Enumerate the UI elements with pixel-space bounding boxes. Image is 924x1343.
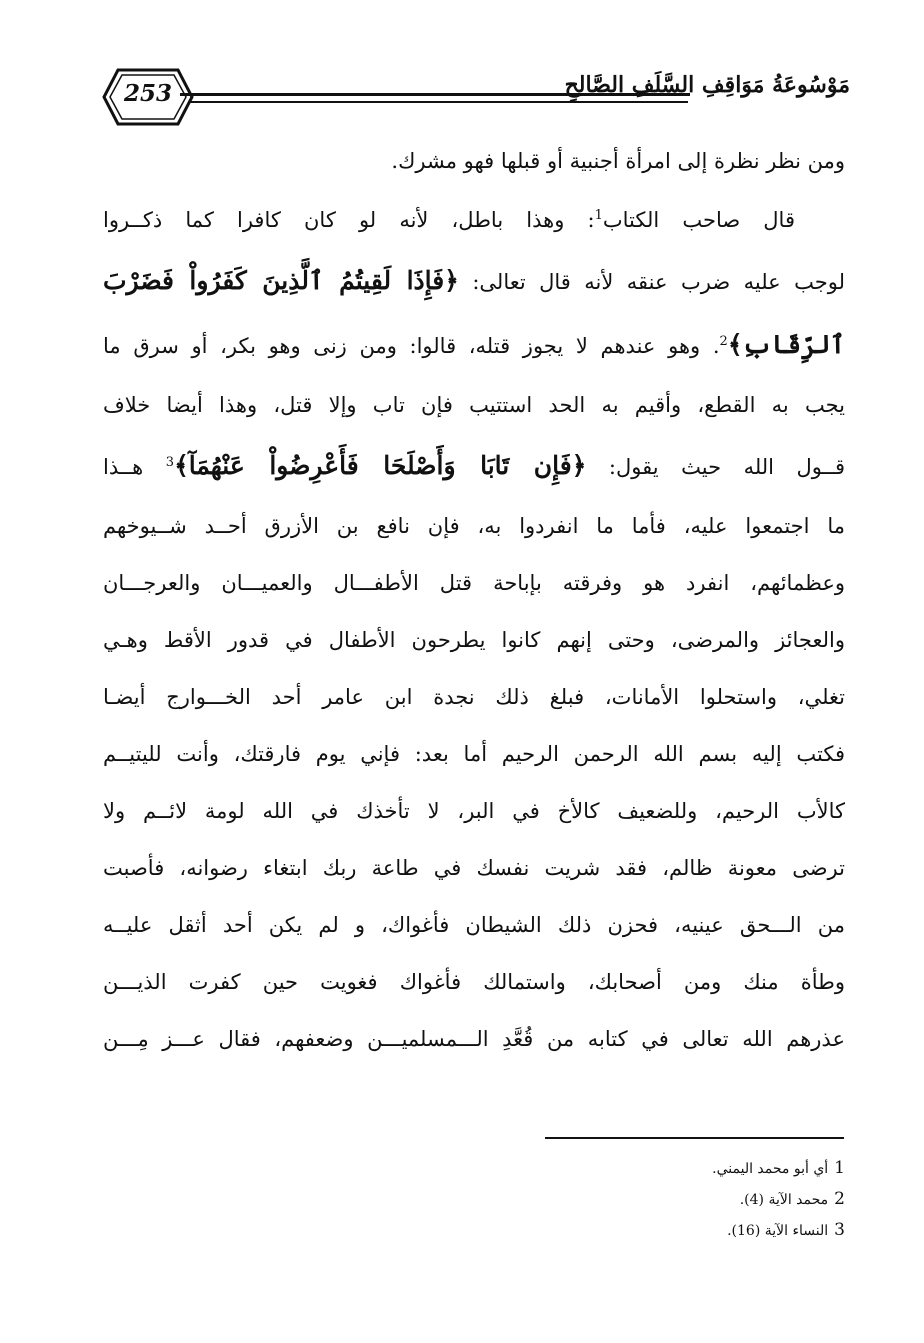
footnote-number: 2 [834, 1189, 845, 1209]
text-line: يجب به القطع، وأقيم به الحد استتيب فإن تاب وإلا قتل، وهذا أيضا خلاف [103, 393, 845, 417]
footnote-ref: 1 [594, 208, 603, 223]
text-line: من الـــحق عينيه، فحزن ذلك الشيطان فأغواك، و لم يكن أحد أثقل عليــه [103, 913, 845, 937]
footnote-text: محمد الآية (4). [739, 1192, 829, 1208]
footnote [345, 1156, 845, 1187]
text-line: وعظمائهم، انفرد هو وفرقته بإباحة قتل الأطفـــال والعميـــان والعرجـــان [103, 571, 845, 595]
text-line: عذرهم الله تعالى في كتابه من قُعَّدِ الـــمسلميـــن وضعفهم، فقال عـــز مِـــن [103, 1027, 845, 1051]
text-line: فكتب إليه بسم الله الرحمن الرحيم أما بعد: فإني يوم فارقتك، وأنت لليتيــم [103, 742, 845, 766]
quran-verse: ﴿فَإِذَا لَقِيتُمُ ٱلَّذِينَ كَفَرُواْ فَضَرْبَ [103, 266, 459, 295]
quran-verse: ٱلرِّقَابِ﴾ [727, 330, 845, 359]
footnotes [345, 1156, 845, 1249]
footnote-number: 3 [834, 1220, 845, 1240]
main-text [103, 130, 845, 1068]
text-line: ٱلرِّقَابِ﴾$^2$. وهو عندهم لا يجوز قتله، قالوا: ومن زنى وهو بكر، أو سرق ما [103, 330, 845, 359]
text-line: قــول الله حيث يقول: ﴿فَإِن تَابَا وَأَصْلَحَا فَأَعْرِضُواْ عَنْهُمَآ﴾$^3$ هــذا [103, 451, 846, 480]
text-line: كالأب الرحيم، وللضعيف كالأخ في البر، لا تأخذك في الله لومة لائــم ولا [103, 799, 845, 823]
footnote-ref: 2 [719, 334, 728, 349]
page-number: 253 [123, 80, 172, 107]
book-title: مَوْسُوعَةُ مَوَاقِفِ السَّلَفِ الصَّالِحِ [564, 72, 850, 98]
text-line: تغلي، واستحلوا الأمانات، فبلغ ذلك نجدة ابن عامر أحد الخـــوارج أيضـا [103, 685, 845, 709]
text-line: وطأة منك ومن أصحابك، واستمالك فأغواك فغويت حين كفرت الذيـــن [103, 970, 845, 994]
footnote [345, 1218, 845, 1249]
page-header [100, 66, 850, 128]
quran-verse: ﴿فَإِن تَابَا وَأَصْلَحَا فَأَعْرِضُواْ عَنْهُمَآ﴾ [174, 451, 587, 480]
footnote [345, 1187, 845, 1218]
footnote-text: أي أبو محمد اليمني. [712, 1161, 829, 1177]
header-rule-thin [188, 101, 688, 103]
text-line: ما اجتمعوا عليه، فأما ما انفردوا به، فإن نافع بن الأزرق أحــد شــيوخهم [103, 514, 845, 538]
footnote-number: 1 [834, 1158, 845, 1178]
text-line: لوجب عليه ضرب عنقه لأنه قال تعالى: ﴿فَإِذَا لَقِيتُمُ ٱلَّذِينَ كَفَرُواْ فَضَرْبَ [103, 266, 846, 295]
footnote-ref: 3 [165, 455, 175, 470]
text-line: قال صاحب الكتاب$^1$: وهذا باطل، لأنه لو كان كافرا كما ذكــروا [103, 208, 795, 232]
page-number-badge [100, 66, 196, 128]
footnote-text: النساء الآية (16). [727, 1223, 829, 1239]
footnote-separator [545, 1137, 844, 1139]
text-line: ومن نظر نظرة إلى امرأة أجنبية أو قبلها فهو مشرك. [391, 149, 845, 173]
text-line: والعجائز والمرضى، وحتى إنهم كانوا يطرحون الأطفال في قدور الأقط وهـي [103, 628, 845, 652]
text-line: ترضى معونة ظالم، فقد شريت نفسك في طاعة ربك ابتغاء رضوانه، فأصبت [103, 856, 845, 880]
